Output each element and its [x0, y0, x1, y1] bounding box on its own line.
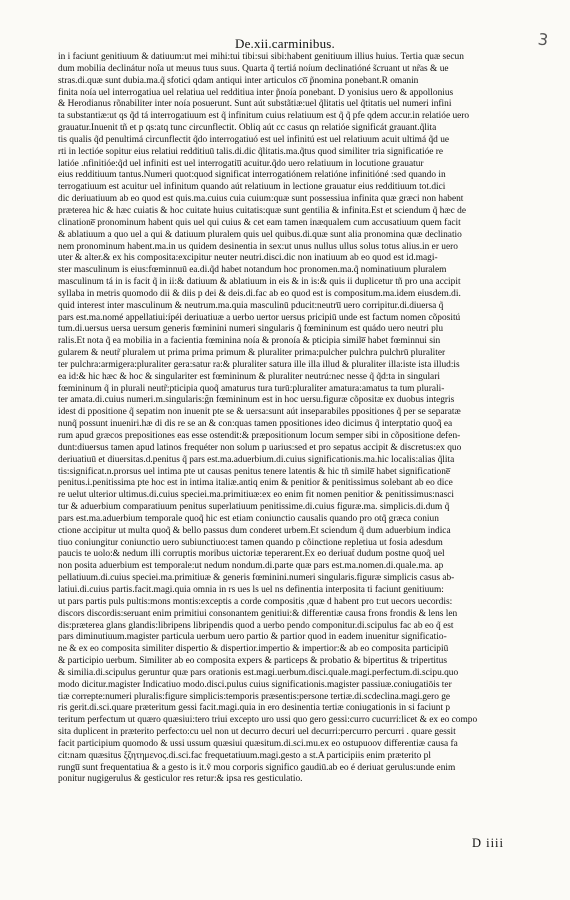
text-line: & participio uerbum. Similiter ab eo composita expers & particeps & probatio & bipertitus & tripertitus	[58, 656, 447, 667]
text-line: terrogatiuum est acuitur uel infinitum quando aút relatiuum in lectione grauatur eius redditiuum tot.dici	[58, 182, 446, 193]
text-line: cit:nam quæsitus ξζητημενος.di.sci.fac frequetatiuum.magi.gesto a st.A participiis enim præterito pl	[58, 750, 431, 761]
text-line: finita noía uel interrogatiua uel relatiua uel redditiua inter p̃noía ponebant. D yonisius uero & appollonius	[58, 87, 454, 98]
text-line: ne & ex eo composita similiter dispertio & dispertior.impertio & impertior:& ab eo composita participiū	[58, 644, 449, 655]
text-line: nem pronominum habent.ma.in us quidem desinentia in sex:ut unus nullus ullus solus totus alius.in er uero	[58, 241, 458, 252]
text-line: fœmininum q̃ in plurali neutr̃:pticipia quoq̃ amaturus tura turū:pluraliter amatura:amatus ta tum plurali-	[58, 383, 445, 394]
text-line: tis:significat.n.prorsus uel intima pte ut causas penitus tenere latentis & hic tñ simile̅ habet significatione̅	[58, 466, 451, 477]
text-line: teritum perfectum ut quæro quæsiui:tero triui excepto uro ussi quo gero gessi:curro cucurri:licet & ex eo compo	[58, 715, 478, 726]
text-line: ea id:& hic hæc & hoc & singulariter est fœmininum & pluraliter neutrú:nec nesse q̃ q̃d:ta in singulari	[58, 371, 440, 382]
text-line: discors discordis:seruant enim primitiui consonantem genitiui:& differentiæ causa frons frondis & lens len	[58, 608, 458, 619]
text-line: uter & alter.& ex his composita:excipitur neuter neutri.disci.dic non inatiuum ab eo quod est id.magi-	[58, 253, 438, 264]
text-line: tiuo coniungitur coniunctio uero subiunctiuo:est tamen quando p cõinctione repletiua ut fosia adesdum	[58, 537, 443, 548]
text-line: quid interest inter masculinum & neutrum.ma.quia masculinū pducit:neutru̅ uero corripitur.di.diuersa q̃	[58, 300, 444, 311]
text-line: tur & aduerbium comparatiuum penitus superlatiuum penitissime.di.cuius figuræ.ma. simplicis.di.dum q̃	[58, 502, 450, 513]
text-line: eius redditiuum tantus.Numeri quot:quod significat interrogatiónem relatióne infinitióné :sed quando in	[58, 170, 446, 181]
text-line: tiæ correpte:numeri pluralis:figure simplicis:temporis præsentis:persone tertiæ.di.scdeclina.magi.gero ge	[58, 691, 451, 702]
text-line: dis:præterea glans glandis:libripens libripendis quod a uerbo pendo componitur.di.scipulus fac ab eo q̃ est	[58, 620, 454, 631]
text-line: latiui.di.cuius partis.facit.magi.quia omnia in rs ues ls uel ns definentia interposita ti faciunt genitiuum:	[58, 584, 444, 595]
text-line: facit participium quomodo & ussi ussum quæsiui quæsitum.di.sci.mu.ex eo ostupuoov differentiæ causa fa	[58, 738, 458, 749]
text-line: in i faciunt genitiuum & datiuum:ut mei mihi:tui tibi:sui sibi:habent genitiuum illius huius. Tertia quæ secun	[58, 52, 464, 62]
text-line: non posita aduerbium est temporale:ut nedum nondum.di.parte quæ pars est.ma.nomen.di.quale.ma. ap	[58, 561, 444, 572]
text-line: rungu̅ sunt frequentatiua & a gesto is it.ṽ mou corporis significo gaudiū.ab eo é deriuat gerulus:unde enim	[58, 762, 456, 773]
text-line: gularem & neutr̃ pluralem ut prima prima primum & pluraliter prima:pulcher pulchra pulchrū pluraliter	[58, 348, 446, 359]
text-line: tis qualis q̃d penultimá circunflecti̅t q̃do interrogatiuó est uel infinitú est uel relatiuum acuit ultimá q̃d ue	[58, 134, 450, 145]
main-text-block	[58, 52, 524, 786]
text-line: ter amata.di.cuius numeri.m.singularis:g̃n fœmininum est in hoc uersu.figuræ cõpositæ ex duobus integris	[58, 395, 455, 406]
text-line: clinatione̅ pronominum habent quis uel qui cuius & cet eam tamen inæqualem cum accusatiuum quem facit	[58, 217, 461, 228]
running-head: De.xii.carminibus.	[235, 36, 335, 51]
text-line: dic deriuatiuum ab eo quod est quis.ma.cuius cuia cuium:quæ sunt possessiua infinita quæ græci non habent	[58, 194, 464, 205]
text-line: modo dicitur.magister Indicatiuo modo.disci.pulus cuius significationis.magister passiuæ.coniugatiōis ter	[58, 679, 452, 690]
text-line: latióe .nfinitióe:q̃d uel infiniti̅ est uel interrogatiu̅ acuitur.q̃do uero relatiuum in locutione grauatur	[58, 158, 424, 169]
text-line: rum apud græcos prepositiones eas esse ostendit:& præpositionum locum semper sibi in cõpositione defen-	[58, 431, 461, 441]
text-line: dunt:diuersus tamen apud latinos frequéter non solum p uarius:sed et pro sepatus accipit & discretus:ex quo	[58, 442, 462, 453]
text-line: ponitur nugigerulus & gesticulor res retur:& ipsa res gesticulatio.	[58, 774, 303, 785]
text-line: grauatur.Inuenit tñ et p qs:atq tunc circunflecti̅t. Obliq aút cc casus qn relatióe significát grauant.q̃lita	[58, 123, 437, 134]
text-line: rti in lectióe sopitur eius relatiui redditiuū talis.di.dic q̃litatis.ma.q̃tus quod similiter tria significatióe re	[58, 146, 444, 157]
text-line: penitus.i.penitissima pte hoc est in intima italiæ.antiq enim & penitior & penitissimus solebant ab eo dice	[58, 478, 453, 489]
text-line: pars diminutiuum.magister particula uerbum uero partio & partior quod in eadem inuenitur significatio-	[58, 632, 447, 643]
text-line: syllaba in metris quomodo dii & diis p dei & deis.di.fac ab eo quod est is compositum.ma.idem eiusdem.di.	[58, 288, 461, 299]
text-line: tum.di.uersus uersa uersum generis fœminini numeri singularis q̃ fœmininum est quádo uero neutri plu	[58, 324, 444, 335]
text-line: ta substantiæ:ut qs q̃d tá interrogatiuum est q̃ infinitum cuius relatiuum est q̃ q̃ pfe qdem accur.in relatióe uero	[58, 111, 470, 122]
text-line: masculinum tá in is facit q̃ in ii:& datiuum & ablatiuum in eis & in is:& quis ii duplicetur tñ pro una accipit	[58, 277, 461, 288]
text-line: & ablatiuum a quo uel a qui & datiuum pluralem quis uel quibus.di.quæ sunt alia pronomina quæ declinatio	[58, 229, 462, 240]
page-number-mark: 3	[536, 29, 550, 50]
text-line: ctione accipitur ut multa quoq̃ & bello passus dum conderet urbem.Et sciendum q̃ dum aduerbium indica	[58, 525, 451, 536]
text-line: & similia.di.scipulus geruntur quæ pars orationis est.magi.uerbum.disci.quale.magi.perfectum.di.scipu.quo	[58, 667, 459, 678]
signature-mark: D iiii	[471, 836, 504, 850]
text-line: dum mobilia declinátur noîa ut meuus tuus suus. Quarta q̃ tertiá noíum declinatióné s̃cruant ut nr̃as & ue	[58, 63, 449, 74]
text-line: ralis.Et nota q̃ ea mobilia in a facientia fœminina noía & pronoía & pticipia simile̅ habet fœminnui̅ sin	[58, 336, 441, 347]
text-line: stras.di.quæ sunt dubia.ma.q̃ sfotici qdam antiqui̅ inter articulos co̅ p̃nomina ponebant.R omanin	[58, 75, 419, 86]
text-line: ris gerit.di.sci.quare præteritum gessi facit.magi.quia in ero desinentia tertiæ coniugationis in si faciunt p	[58, 703, 451, 714]
text-line: ster masculinum is eius:fœminnuū ea.di.q̃d habet notandum hoc pronomen.ma.q̃ nominatiuum pluralem	[58, 265, 447, 276]
text-line: pellatiuum.di.cuius speciei.ma.primitiuæ & generis fœminini.numeri singularis.figuræ simplicis casus ab-	[58, 573, 455, 584]
text-line: idest di ppositione q̃ sepatim non inuenit pte se & uersa:sunt aút inseparabiles ppositiones q̃ per se separatæ	[58, 407, 461, 418]
text-line: paucis te uolo:& nedum illi corruptis moribus uictoriæ teperarent.Ex eo deriuat̃ dudum postne quoq̃ uel	[58, 549, 445, 560]
text-line: pars est.ma.nomé appellatiui:ípéi deriuatiuæ a uerbo uertor uersus pricipiū unde est factum nomen cõpositú	[58, 312, 461, 323]
text-line: pars est.ma.aduerbium temporale quoq̃ hic est etiam coniunctio causalis quando pro otq̃ græca coniun	[58, 513, 439, 524]
text-line: nunq̃ possunt inueniri.hæ di dis re se an & con:quas tamen ppositiones ideo dicimus q̃ interptatio quoq̃ ea	[58, 419, 453, 430]
text-line: ut pars partis puls pultis:mons montis:exceptis a corde compositis ,quæ d habent pro t:ut uecors uecordis:	[58, 596, 453, 607]
text-line: re uelut ulterior ultimus.di.cuius speciei.ma.primitiuæ:ex eo enim fit nomen penitior & penitissimus:nasci	[58, 490, 455, 501]
text-line: sita duplicent in præterito perfecto:cu uel non ut decurro decuri uel decurri:percurro percurri . quare gessit	[58, 727, 456, 738]
text-line: deriuatiuū et diuersitas.d.penitus q̃ pars est.ma.aduerbium.di.cuius significationis.ma.hic localis:alias q̃lita	[58, 454, 455, 465]
text-line: & Herodianus rõnabiliter inter noía posuerunt. Sunt aút substãtiæ:uel q̃litatis uel q̃titatis uel numeri infini	[58, 99, 452, 110]
text-line: ter pulchra:armigera:pluraliter gera:satur ra:& pluraliter satura ille illa illud & pluraliter illa:iste ista illud:is	[58, 359, 460, 370]
text-line: præterea hic & hæc cuiatis & hoc cuitate huius cuitatis:quæ sunt gentilia & infinita.Est et sciendum q̃ hæc de	[58, 205, 466, 216]
